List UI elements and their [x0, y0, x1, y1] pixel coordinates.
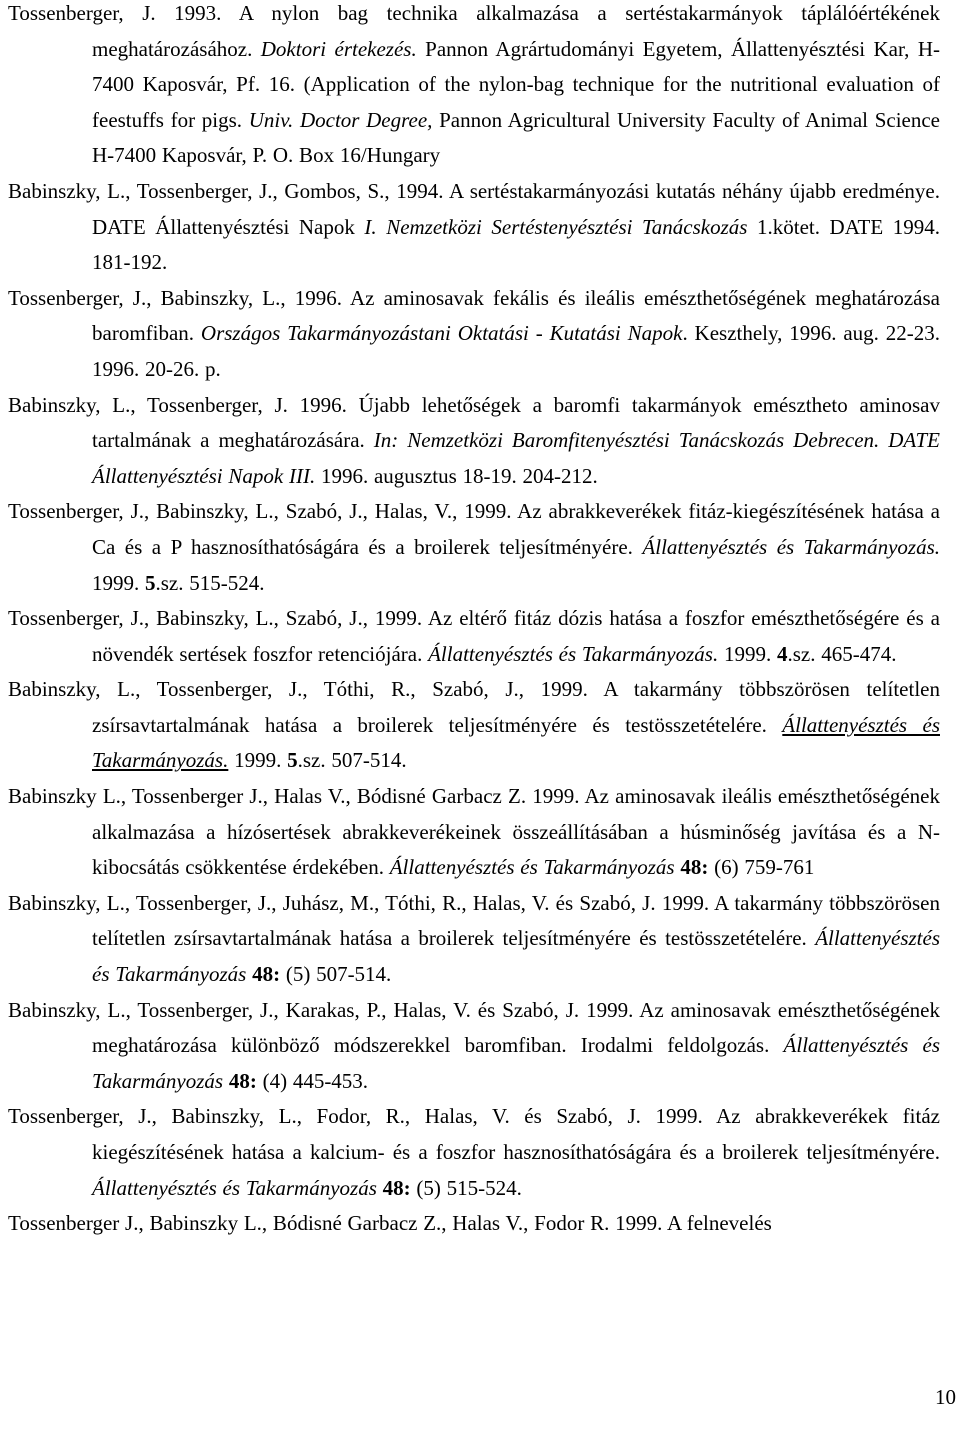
reference-entry — [8, 174, 940, 281]
reference-text-segment: Univ. Doctor Degree, — [248, 107, 433, 132]
reference-text-segment: . Keszthely, 1996. aug. 22-23. 1996. 20-26. p. — [92, 321, 941, 381]
reference-text-segment: Állattenyésztés és Takarmányozás — [92, 1175, 377, 1200]
reference-text-segment: Állattenyésztés és Takarmányozás. — [428, 641, 719, 666]
reference-text-segment: 5 — [145, 570, 156, 595]
reference-text-segment: 1996. augusztus 18-19. 204-212. — [315, 463, 598, 488]
reference-entry — [8, 1099, 940, 1206]
reference-text-segment: Babinszky, L., Tossenberger, J., Karakas, P., Halas, V. és Szabó, J. 1999. Az aminosavak emészthetőségének meghatározása különböző módszerekkel baromfiban. Irodalmi feldolgozás. — [8, 997, 940, 1058]
reference-text-segment: .sz. 515-524. — [155, 570, 265, 595]
reference-text-segment: Babinszky, L., Tossenberger, J. 1996. Újabb lehetőségek a baromfi takarmányok emésztheto aminosav tartalmának a meghatározására. — [8, 392, 940, 453]
reference-text-segment: I. Nemzetközi Sertéstenyésztési Tanácskozás — [364, 214, 748, 239]
reference-text-segment: Babinszky L., Tossenberger J., Halas V., Bódisné Garbacz Z. 1999. Az aminosavak ileális emészthetőségének alkalmazása a hízósertések abrakkeverékeinek összeállításában a húsminőség javítása és a N-kibocsátás csökkentése érdekében. — [8, 784, 940, 880]
reference-text-segment: (6) 759-761 — [708, 855, 815, 880]
reference-text-segment: 1.kötet. DATE 1994. 181-192. — [92, 214, 940, 275]
reference-entry — [8, 779, 940, 886]
reference-text-segment: Állattenyésztés és Takarmányozás. — [92, 712, 940, 773]
page-number: 10 — [935, 1385, 956, 1409]
reference-text-segment: 48: — [228, 1068, 257, 1093]
reference-text-segment: 5 — [287, 748, 298, 773]
reference-text-segment: Pannon Agrártudományi Egyetem, Állattenyésztési Kar, H-7400 Kaposvár, Pf. 16. (Application of the nylon-bag technique for the nutritional evaluation of feestuffs for pigs. — [92, 36, 940, 132]
reference-entry — [8, 281, 940, 388]
reference-text-segment: 4 — [776, 641, 788, 666]
reference-text-segment: Babinszky, L., Tossenberger, J., Tóthi, R., Szabó, J., 1999. A takarmány többszörösen telítetlen zsírsavtartalmának hatása a broilerek teljesítményére és testösszetételére. — [8, 677, 940, 737]
reference-text-segment: Állattenyésztés és Takarmányozás — [92, 1033, 941, 1093]
reference-text-segment: Tossenberger, J., Babinszky, L., 1996. Az aminosavak fekális és ileális emészthetőségének meghatározása baromfiban. — [8, 285, 940, 346]
reference-text-segment: Állattenyésztés és Takarmányozás. — [642, 534, 940, 559]
reference-text-segment: Pannon Agricultural University Faculty of Animal Science H-7400 Kaposvár, P. O. Box 16/Hungary — [92, 107, 941, 168]
reference-entry — [8, 0, 940, 174]
reference-text-segment: 48: — [252, 962, 281, 987]
reference-entry — [8, 1206, 940, 1242]
reference-text-segment: 1999. — [92, 570, 145, 595]
reference-entry — [8, 494, 940, 601]
reference-text-segment: 1999. — [718, 641, 777, 666]
reference-text-segment: In: Nemzetközi Baromfitenyésztési Tanácskozás Debrecen. DATE Állattenyésztési Napok III. — [92, 428, 940, 488]
reference-text-segment: Tossenberger, J., Babinszky, L., Fodor, R., Halas, V. és Szabó, J. 1999. Az abrakkeverékek fitáz kiegészítésének hatása a kalcium- és a foszfor hasznosíthatóságára és a broilerek teljesítményére. — [8, 1104, 940, 1164]
reference-text-segment: 1999. — [228, 748, 288, 773]
reference-text-segment: Országos Takarmányozástani Oktatási - Kutatási Napok — [200, 321, 683, 346]
reference-text-segment: Állattenyésztés és Takarmányozás — [389, 855, 675, 880]
reference-text-segment: Doktori értekezés. — [260, 36, 417, 61]
reference-text-segment: Babinszky, L., Tossenberger, J., Juhász, M., Tóthi, R., Halas, V. és Szabó, J. 1999. A takarmány többszörösen telítetlen zsírsavtartalmának hatása a broilerek teljesítményére és testösszetételére. — [8, 890, 940, 951]
reference-entry — [8, 672, 940, 779]
reference-text-segment: Állattenyésztés és Takarmányozás — [92, 926, 940, 987]
reference-text-segment: Tossenberger J., Babinszky L., Bódisné Garbacz Z., Halas V., Fodor R. 1999. A felnevelés — [8, 1211, 772, 1236]
reference-text-segment: Tossenberger, J., Babinszky, L., Szabó, J., Halas, V., 1999. Az abrakkeverékek fitáz-kiegészítésének hatása a Ca és a P hasznosíthatóságára és a broilerek teljesítményére. — [8, 499, 940, 559]
reference-text-segment: (5) 515-524. — [410, 1175, 522, 1200]
reference-text-segment: (5) 507-514. — [280, 962, 392, 987]
reference-text-segment: 48: — [680, 855, 709, 880]
reference-text-segment: .sz. 465-474. — [787, 641, 897, 666]
reference-text-segment: (4) 445-453. — [256, 1068, 369, 1093]
reference-entry — [8, 388, 940, 495]
reference-list — [8, 0, 940, 1242]
reference-entry — [8, 993, 940, 1100]
reference-entry — [8, 601, 940, 672]
reference-text-segment: Tossenberger, J., Babinszky, L., Szabó, J., 1999. Az eltérő fitáz dózis hatása a foszfor emészthetőségére és a növendék sertések foszfor retenciójára. — [8, 606, 940, 666]
reference-text-segment: 48: — [382, 1175, 411, 1200]
reference-text-segment: Babinszky, L., Tossenberger, J., Gombos, S., 1994. A sertéstakarmányozási kutatás néhány újabb eredménye. DATE Állattenyésztési Napok — [8, 178, 940, 239]
reference-text-segment: Tossenberger, J. 1993. A nylon bag technika alkalmazása a sertéstakarmányok táplálóértékének meghatározásához. — [8, 1, 940, 61]
reference-text-segment: .sz. 507-514. — [297, 748, 407, 773]
reference-entry — [8, 886, 940, 993]
